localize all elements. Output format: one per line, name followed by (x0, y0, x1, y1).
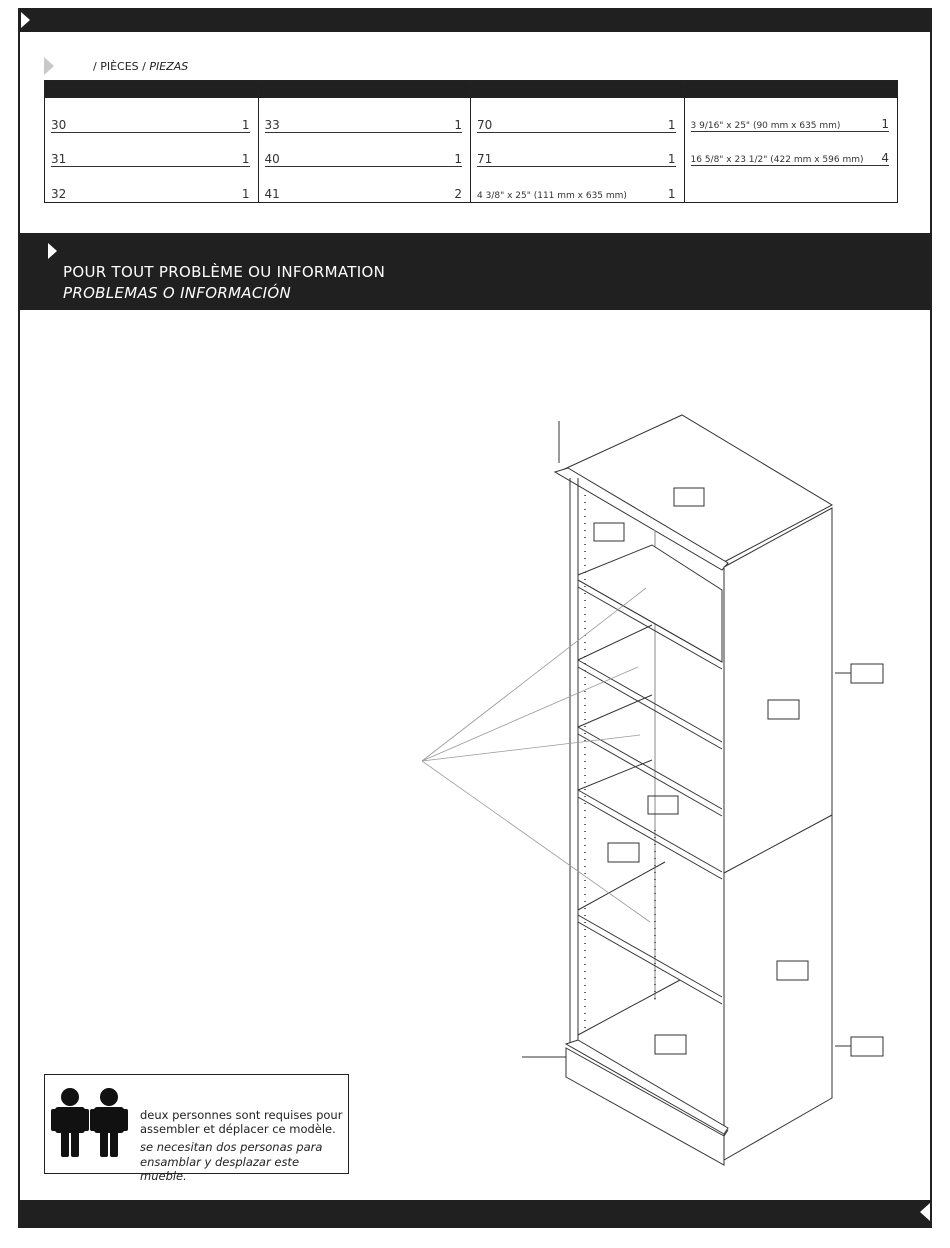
part-qty: 2 (454, 187, 462, 201)
label-box (851, 664, 883, 683)
part-qty: 1 (241, 118, 250, 132)
right-side-panel (724, 508, 832, 1160)
base-kick-plate (566, 1048, 724, 1165)
parts-title-es: PIEZAS (149, 60, 189, 73)
label-box (594, 523, 624, 541)
two-person-text-es-2: ensamblar y desplazar este mueble. (140, 1155, 300, 1183)
part-number: 33 (264, 118, 280, 132)
part-number: 41 (264, 187, 280, 201)
part-number: 4 3/8" x 25" (111 mm x 635 mm) (477, 191, 627, 201)
two-person-notice (44, 1074, 349, 1183)
part-number: 30 (51, 118, 67, 132)
part-qty: 1 (667, 152, 676, 166)
part-number: 31 (51, 152, 67, 166)
part-qty: 4 (881, 151, 889, 165)
arrow-left-icon (920, 1203, 930, 1221)
label-box (648, 796, 678, 814)
part-qty: 1 (881, 117, 889, 131)
part-number: 40 (264, 152, 280, 166)
part-qty: 1 (667, 187, 676, 201)
parts-title-fr: / PIÈCES / (93, 60, 146, 73)
part-qty: 1 (241, 152, 250, 166)
part-qty: 1 (241, 187, 250, 201)
part-number: 16 5/8" x 23 1/2" (422 mm x 596 mm) (690, 155, 864, 165)
label-box (608, 843, 639, 862)
contact-title-fr: POUR TOUT PROBLÈME OU INFORMATION (63, 263, 386, 281)
shelf (578, 545, 722, 662)
two-person-text-es-1: se necesitan dos personas para (140, 1140, 323, 1154)
part-number: 70 (477, 118, 493, 132)
bottom-footer-bar (18, 1200, 932, 1228)
part-number: 32 (51, 187, 67, 201)
part-qty: 1 (667, 118, 676, 132)
part-number: 71 (477, 152, 493, 166)
part-number: 3 9/16" x 25" (90 mm x 635 mm) (690, 121, 841, 131)
two-person-text-fr-2: assembler et déplacer ce modèle. (140, 1122, 336, 1136)
label-box (655, 1035, 686, 1054)
contact-title-es: PROBLEMAS O INFORMACIÓN (63, 284, 291, 302)
part-qty: 1 (454, 152, 462, 166)
two-person-text-fr-1: deux personnes sont requises pour (140, 1108, 343, 1122)
label-box (851, 1037, 883, 1056)
part-qty: 1 (454, 118, 462, 132)
two-person-icon (50, 1087, 130, 1167)
